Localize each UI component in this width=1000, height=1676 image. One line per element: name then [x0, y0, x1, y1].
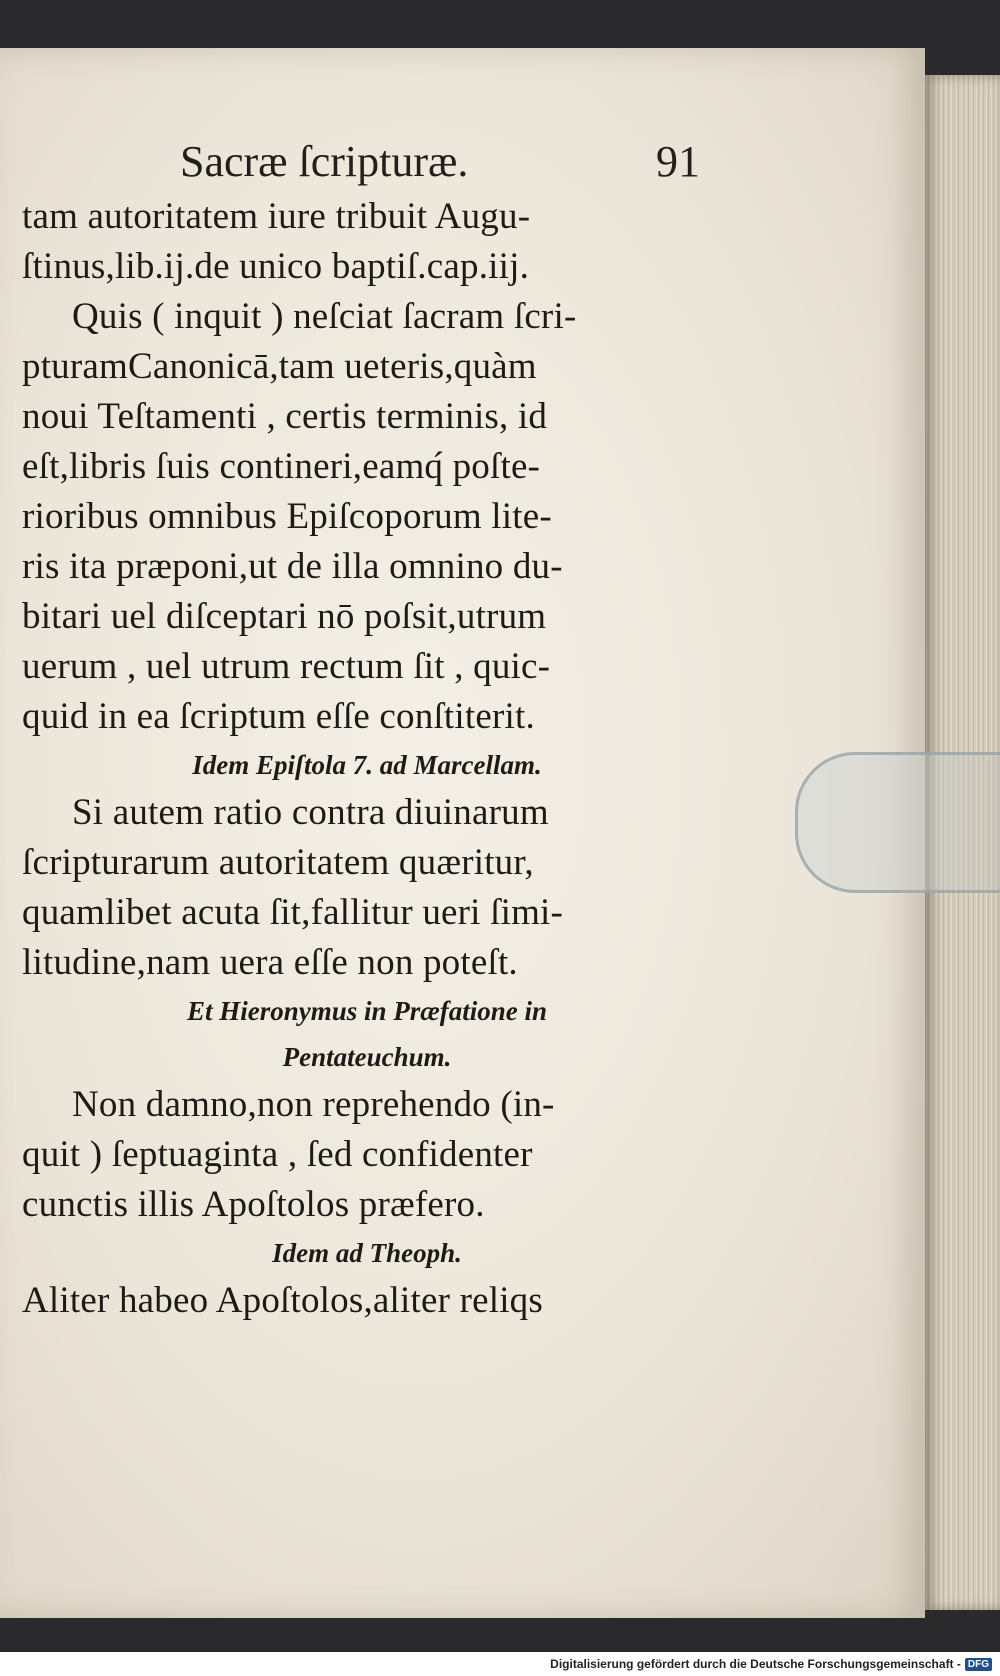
page-clip	[795, 752, 1000, 893]
paragraph-first-line: Non damno,non reprehendo (in-	[72, 1084, 555, 1125]
dfg-logo: DFG	[965, 1658, 992, 1671]
running-title: Sacræ ſcripturæ.	[180, 137, 469, 186]
text-line: quit ) ſeptuaginta , ſed confidenter	[22, 1134, 533, 1175]
text-block	[22, 192, 712, 1326]
text-line: ſcripturarum autoritatem quæritur,	[22, 842, 534, 883]
text-line: pturamCanonicā,tam ueteris,quàm	[22, 346, 537, 387]
text-line: tam autoritatem iure tribuit Augu-	[22, 196, 531, 237]
text-line: quamlibet acuta ſit,fallitur ueri ſimi-	[22, 892, 564, 933]
page-number: 91	[656, 137, 700, 186]
text-line: litudine,nam uera eſſe non poteſt.	[22, 942, 518, 983]
text-line: bitari uel diſceptari nō poſsit,utrum	[22, 596, 547, 637]
text-line: eſt,libris ſuis contineri,eamq́ poſte-	[22, 446, 541, 487]
section-heading: Idem ad Theoph.	[272, 1238, 462, 1268]
section-heading: Idem Epiſtola 7. ad Marcellam.	[192, 750, 542, 780]
section-heading: Pentateuchum.	[282, 1042, 452, 1072]
footer-credit: Digitalisierung gefördert durch die Deutsche Forschungsgemeinschaft -	[550, 1657, 961, 1671]
text-line: cunctis illis Apoſtolos præfero.	[22, 1184, 485, 1225]
text-line: ſtinus,lib.ij.de unico baptiſ.cap.iij.	[22, 246, 530, 287]
text-line: quid in ea ſcriptum eſſe conſtiterit.	[22, 696, 535, 737]
text-line: Aliter habeo Apoſtolos,aliter reliqs	[22, 1280, 543, 1321]
paragraph-first-line: Quis ( inquit ) neſciat ſacram ſcri-	[72, 296, 577, 337]
text-line: noui Teſtamenti , certis terminis, id	[22, 396, 548, 437]
text-line: rioribus omnibus Epiſcoporum lite-	[22, 496, 552, 537]
page-header	[180, 136, 700, 186]
footer-credit-bar	[0, 1652, 1000, 1676]
paragraph-first-line: Si autem ratio contra diuinarum	[72, 792, 549, 833]
text-line: ris ita præponi,ut de illa omnino du-	[22, 546, 563, 587]
text-line: uerum , uel utrum rectum ſit , quic-	[22, 646, 551, 687]
section-heading: Et Hieronymus in Præfatione in	[186, 996, 548, 1026]
